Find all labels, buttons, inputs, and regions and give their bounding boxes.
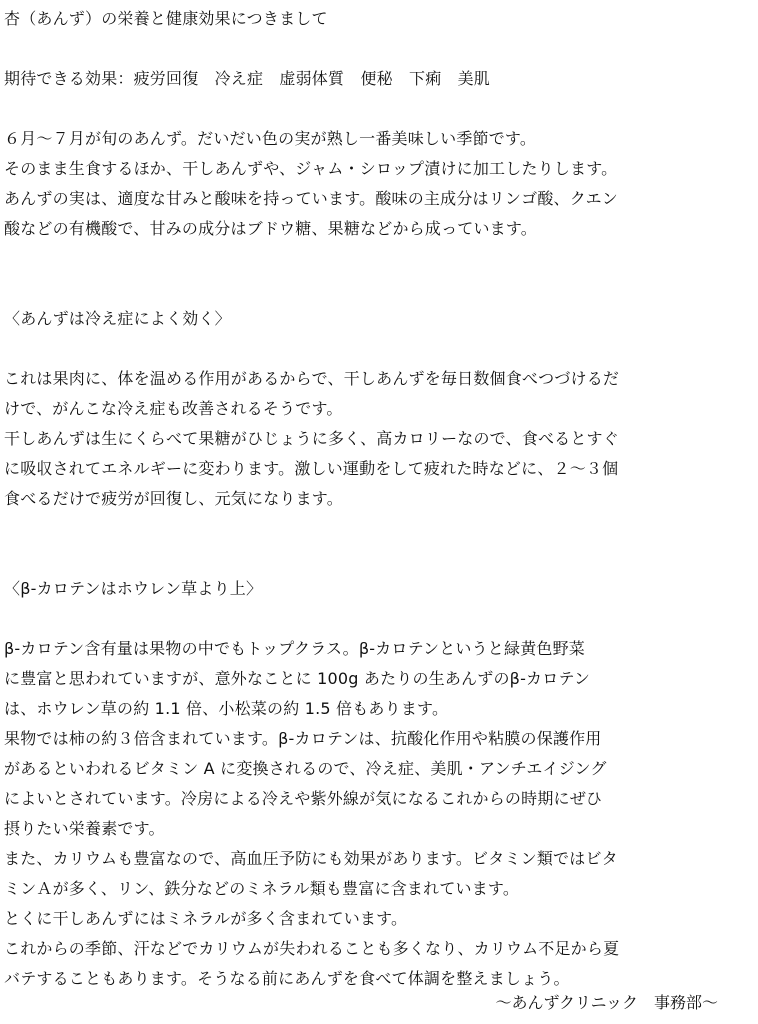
section-heading: 〈あんずは冷え症によく効く〉 [4, 309, 231, 328]
section-line: けで、がんこな冷え症も改善されるそうです。 [4, 399, 343, 418]
section-line: 干しあんずは生にくらべて果糖がひじょうに多く、高カロリーなので、食べるとすぐ [4, 429, 619, 448]
section-line: 食べるだけで疲労が回復し、元気になります。 [4, 489, 343, 508]
section-cold-sensitivity [4, 304, 744, 514]
section-line: に吸収されてエネルギーに変わります。激しい運動をして疲れた時などに、２～３個 [4, 459, 619, 478]
section-line: とくに干しあんずにはミネラルが多く含まれています。 [4, 909, 408, 928]
section-line: によいとされています。冷房による冷えや紫外線が気になるこれからの時期にぜひ [4, 789, 603, 808]
section-beta-carotene [4, 574, 744, 994]
section-line: があるといわれるビタミン A に変換されるので、冷え症、美肌・アンチエイジング [4, 759, 607, 778]
intro-line: そのまま生食するほか、干しあんずや、ジャム・シロップ漬けに加工したりします。 [4, 159, 618, 178]
section-line: 果物では柿の約３倍含まれています。β-カロテンは、抗酸化作用や粘膜の保護作用 [4, 729, 602, 748]
intro-paragraph [4, 124, 744, 244]
expected-effects: 期待できる効果：疲労回復 冷え症 虚弱体質 便秘 下痢 美肌 [4, 69, 491, 88]
section-heading: 〈β-カロテンはホウレン草より上〉 [4, 579, 263, 598]
section-line: β-カロテン含有量は果物の中でもトップクラス。β-カロテンというと緑黄色野菜 [4, 639, 586, 658]
section-line: バテすることもあります。そうなる前にあんずを食べて体調を整えましょう。 [4, 969, 570, 988]
section-line: は、ホウレン草の約 1.1 倍、小松菜の約 1.5 倍もあります。 [4, 699, 449, 718]
section-line: これは果肉に、体を温める作用があるからで、干しあんずを毎日数個食べつづけるだ [4, 369, 620, 388]
intro-line: あんずの実は、適度な甘みと酸味を持っています。酸味の主成分はリンゴ酸、クエン [4, 189, 619, 208]
section-line: これからの季節、汗などでカリウムが失われることも多くなり、カリウム不足から夏 [4, 939, 620, 958]
page-title: 杏（あんず）の栄養と健康効果につきまして [4, 9, 328, 28]
section-line: また、カリウムも豊富なので、高血圧予防にも効果があります。ビタミン類ではビタ [4, 849, 618, 868]
section-line: に豊富と思われていますが、意外なことに 100g あたりの生あんずのβ-カロテン [4, 669, 591, 688]
clinic-signature: ～あんずクリニック 事務部～ [495, 993, 718, 1012]
intro-line: 酸などの有機酸で、甘みの成分はブドウ糖、果糖などから成っています。 [4, 219, 538, 238]
section-line: ミンＡが多く、リン、鉄分などのミネラル類も豊富に含まれています。 [4, 879, 520, 898]
document-body [4, 4, 744, 994]
intro-line: ６月～７月が旬のあんず。だいだい色の実が熟し一番美味しい季節です。 [4, 129, 537, 148]
section-line: 摂りたい栄養素です。 [4, 819, 165, 838]
